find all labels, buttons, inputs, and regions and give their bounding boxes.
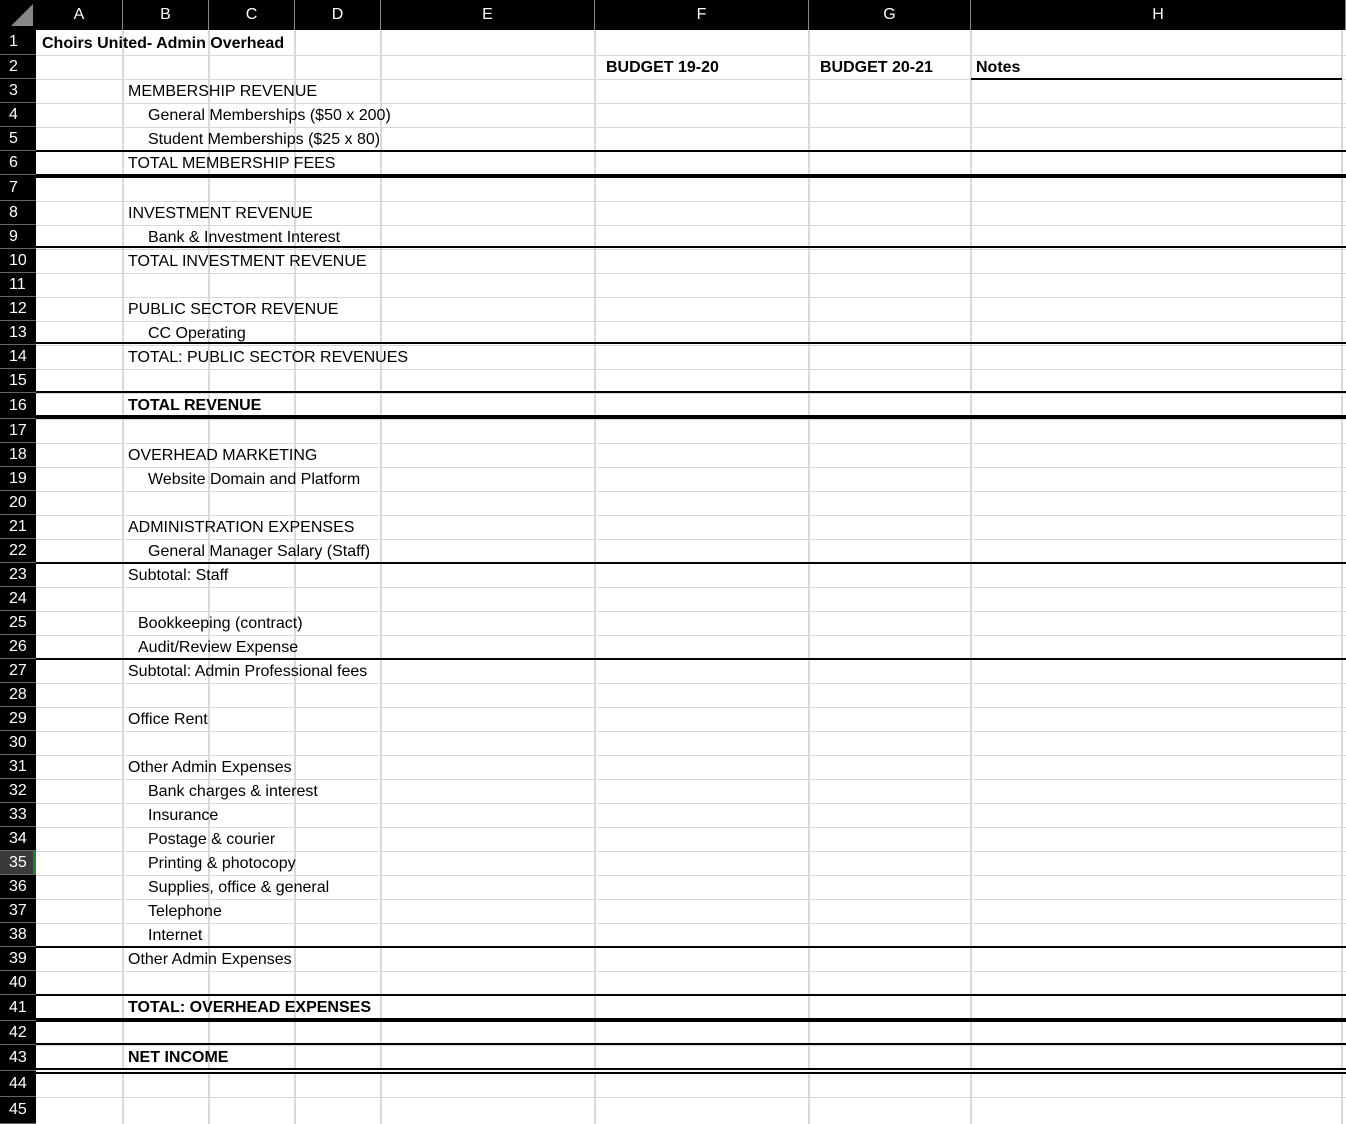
cell-h2-notes[interactable]: Notes (976, 59, 1021, 76)
cell-b3[interactable]: MEMBERSHIP REVENUE (128, 83, 318, 100)
row-header-37[interactable]: 37 (0, 899, 36, 923)
column-header-h[interactable]: H (971, 0, 1346, 30)
cell-b12[interactable]: PUBLIC SECTOR REVENUE (128, 301, 339, 318)
row-header-6[interactable]: 6 (0, 151, 36, 175)
row-header-44[interactable]: 44 (0, 1071, 36, 1097)
cell-b18[interactable]: OVERHEAD MARKETING (128, 447, 318, 464)
row-header-34[interactable]: 34 (0, 827, 36, 851)
row-header-1[interactable]: 1 (0, 30, 36, 55)
row-header-32[interactable]: 32 (0, 779, 36, 803)
row-header-10[interactable]: 10 (0, 249, 36, 273)
cell-b16[interactable]: TOTAL REVENUE (128, 397, 262, 414)
cell-b4[interactable]: General Memberships ($50 x 200) (148, 107, 391, 124)
cell-b38[interactable]: Internet (148, 927, 203, 944)
horizontal-gridline (36, 1097, 1346, 1098)
column-header-g[interactable]: G (809, 0, 971, 30)
row-header-8[interactable]: 8 (0, 201, 36, 225)
row-header-28[interactable]: 28 (0, 683, 36, 707)
cell-b9[interactable]: Bank & Investment Interest (148, 229, 341, 246)
vertical-gridline (594, 30, 596, 1124)
cell-b6[interactable]: TOTAL MEMBERSHIP FEES (128, 155, 336, 172)
row-header-18[interactable]: 18 (0, 443, 36, 467)
vertical-gridline (294, 30, 296, 1124)
column-header-c[interactable]: C (209, 0, 295, 30)
cell-b36[interactable]: Supplies, office & general (148, 879, 330, 896)
horizontal-gridline (36, 419, 1346, 420)
row-header-5[interactable]: 5 (0, 127, 36, 151)
cell-b29[interactable]: Office Rent (128, 711, 208, 728)
cell-b8[interactable]: INVESTMENT REVENUE (128, 205, 313, 222)
horizontal-gridline (36, 923, 1346, 924)
cell-b33[interactable]: Insurance (148, 807, 219, 824)
notes-header-underline (971, 78, 1342, 80)
row-header-17[interactable]: 17 (0, 419, 36, 443)
row-header-35[interactable]: 35 (0, 851, 36, 875)
row-header-16[interactable]: 16 (0, 393, 36, 419)
double-border-below-row-43 (36, 1068, 1346, 1074)
cell-b13[interactable]: CC Operating (148, 325, 246, 342)
cell-b31[interactable]: Other Admin Expenses (128, 759, 292, 776)
row-header-26[interactable]: 26 (0, 635, 36, 659)
row-header-24[interactable]: 24 (0, 587, 36, 611)
cell-b23[interactable]: Subtotal: Staff (128, 567, 229, 584)
cell-b25[interactable]: Bookkeeping (contract) (138, 615, 303, 632)
row-header-21[interactable]: 21 (0, 515, 36, 539)
cell-g2-budget-20-21[interactable]: BUDGET 20-21 (820, 59, 933, 76)
row-header-23[interactable]: 23 (0, 563, 36, 587)
row-header-12[interactable]: 12 (0, 297, 36, 321)
cell-a1-title[interactable]: Choirs United- Admin Overhead (42, 35, 285, 52)
row-header-13[interactable]: 13 (0, 321, 36, 345)
row-header-11[interactable]: 11 (0, 273, 36, 297)
select-all-corner[interactable] (0, 0, 36, 30)
row-header-15[interactable]: 15 (0, 369, 36, 393)
column-header-b[interactable]: B (123, 0, 209, 30)
cell-b37[interactable]: Telephone (148, 903, 222, 920)
border-above-row-43 (36, 1043, 1346, 1045)
column-header-d[interactable]: D (295, 0, 381, 30)
cell-b21[interactable]: ADMINISTRATION EXPENSES (128, 519, 355, 536)
cell-b43[interactable]: NET INCOME (128, 1049, 229, 1066)
vertical-gridline (1341, 30, 1343, 1124)
column-header-e[interactable]: E (381, 0, 595, 30)
row-header-33[interactable]: 33 (0, 803, 36, 827)
cell-b34[interactable]: Postage & courier (148, 831, 276, 848)
row-header-9[interactable]: 9 (0, 225, 36, 249)
cell-b14[interactable]: TOTAL: PUBLIC SECTOR REVENUES (128, 349, 409, 366)
horizontal-gridline (36, 1045, 1346, 1046)
row-header-42[interactable]: 42 (0, 1021, 36, 1045)
row-header-19[interactable]: 19 (0, 467, 36, 491)
row-header-3[interactable]: 3 (0, 79, 36, 103)
row-header-20[interactable]: 20 (0, 491, 36, 515)
row-header-4[interactable]: 4 (0, 103, 36, 127)
border-above-row-16 (36, 391, 1346, 393)
row-header-22[interactable]: 22 (0, 539, 36, 563)
row-header-40[interactable]: 40 (0, 971, 36, 995)
row-header-29[interactable]: 29 (0, 707, 36, 731)
horizontal-gridline (36, 587, 1346, 588)
vertical-gridline (970, 30, 972, 1124)
vertical-gridline (122, 30, 124, 1124)
row-header-2[interactable]: 2 (0, 55, 36, 79)
cell-b35[interactable]: Printing & photocopy (148, 855, 296, 872)
column-header-f[interactable]: F (595, 0, 809, 30)
cell-b5[interactable]: Student Memberships ($25 x 80) (148, 131, 381, 148)
row-header-36[interactable]: 36 (0, 875, 36, 899)
cell-b41[interactable]: TOTAL: OVERHEAD EXPENSES (128, 999, 371, 1016)
row-header-38[interactable]: 38 (0, 923, 36, 947)
cell-b39[interactable]: Other Admin Expenses (128, 951, 292, 968)
row-header-27[interactable]: 27 (0, 659, 36, 683)
cell-b32[interactable]: Bank charges & interest (148, 783, 318, 800)
row-header-30[interactable]: 30 (0, 731, 36, 755)
row-header-7[interactable]: 7 (0, 175, 36, 201)
cell-b19[interactable]: Website Domain and Platform (148, 471, 361, 488)
vertical-gridline (380, 30, 382, 1124)
row-header-45[interactable]: 45 (0, 1097, 36, 1124)
vertical-gridline (808, 30, 810, 1124)
horizontal-gridline (36, 707, 1346, 708)
column-header-a[interactable]: A (36, 0, 123, 30)
horizontal-gridline (36, 731, 1346, 732)
cell-f2-budget-19-20[interactable]: BUDGET 19-20 (606, 59, 719, 76)
cell-b22[interactable]: General Manager Salary (Staff) (148, 543, 371, 560)
cell-b26[interactable]: Audit/Review Expense (138, 639, 299, 656)
row-header-14[interactable]: 14 (0, 345, 36, 369)
row-header-41[interactable]: 41 (0, 995, 36, 1021)
row-header-39[interactable]: 39 (0, 947, 36, 971)
cell-b10[interactable]: TOTAL INVESTMENT REVENUE (128, 253, 367, 270)
row-header-43[interactable]: 43 (0, 1045, 36, 1071)
select-all-triangle-icon (11, 4, 33, 26)
cell-b27[interactable]: Subtotal: Admin Professional fees (128, 663, 368, 680)
row-header-31[interactable]: 31 (0, 755, 36, 779)
row-header-25[interactable]: 25 (0, 611, 36, 635)
